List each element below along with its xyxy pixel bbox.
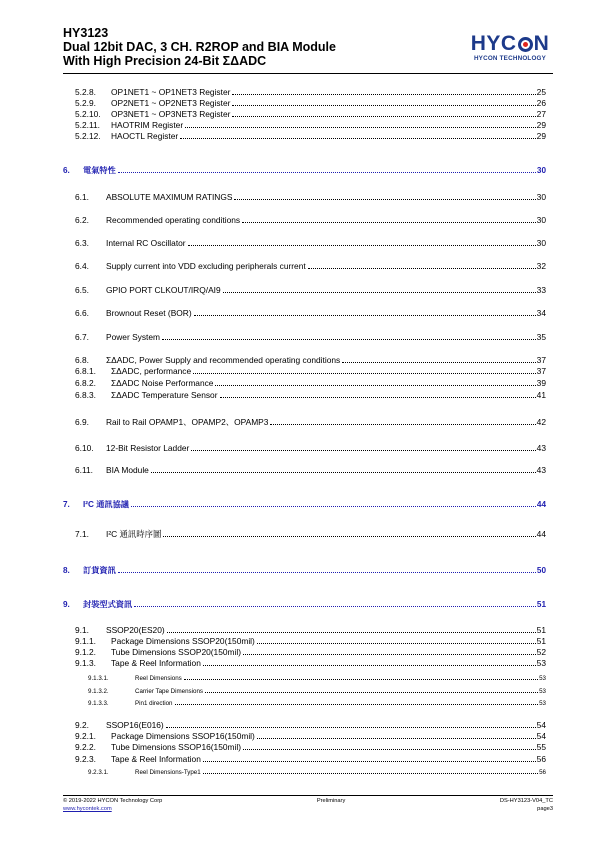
toc-entry-number: 5.2.11. — [75, 120, 100, 130]
toc-entry-number: 9.1.1. — [75, 636, 96, 646]
toc-entry-number: 8. — [63, 566, 70, 575]
toc-entry[interactable] — [63, 499, 546, 510]
hycon-logo — [469, 33, 551, 63]
logo-wordmark — [469, 33, 551, 55]
toc-entry-number: 6.7. — [75, 332, 89, 342]
toc-dot-leader — [232, 94, 535, 95]
toc-entry[interactable] — [63, 98, 546, 109]
page-header — [63, 26, 553, 72]
toc-dot-leader — [234, 199, 535, 200]
toc-entry-page: 29 — [536, 131, 546, 141]
toc-entry-title: Tape & Reel Information — [111, 658, 201, 668]
toc-entry-title: ΣΔADC Noise Performance — [111, 378, 214, 388]
toc-entry-page: 42 — [536, 417, 546, 427]
footer-status: Preliminary — [316, 798, 346, 804]
toc-entry-number: 9.1.3.2. — [88, 688, 109, 695]
toc-dot-leader — [257, 643, 536, 644]
toc-dot-leader — [270, 424, 535, 425]
toc-dot-leader — [134, 606, 536, 607]
toc-entry-title: 訂貨資訊 — [83, 566, 116, 575]
toc-dot-leader — [232, 105, 535, 106]
toc-entry-page: 43 — [536, 465, 546, 475]
toc-dot-leader — [166, 727, 536, 728]
toc-dot-leader — [232, 116, 535, 117]
toc-entry[interactable] — [63, 285, 546, 296]
toc-dot-leader — [243, 749, 536, 750]
toc-entry-number: 5.2.8. — [75, 87, 96, 97]
toc-dot-leader — [167, 632, 536, 633]
toc-dot-leader — [163, 536, 535, 537]
footer-page-number: page3 — [537, 806, 553, 812]
toc-entry-number: 9.2.3.1. — [88, 769, 109, 776]
toc-entry-number: 7. — [63, 500, 70, 509]
toc-entry-title: GPIO PORT CLKOUT/IRQ/AI9 — [106, 285, 221, 295]
toc-entry-page: 37 — [536, 366, 546, 376]
toc-entry-number: 6.2. — [75, 215, 89, 225]
toc-entry-title: I²C 通訊時序圖 — [106, 529, 162, 539]
toc-entry-title: HAOCTL Register — [111, 131, 179, 141]
toc-entry[interactable] — [63, 698, 546, 709]
footer-doc-id: DS-HY3123-V04_TC — [499, 798, 553, 804]
toc-entry-page: 44 — [536, 500, 546, 509]
toc-entry[interactable] — [63, 465, 546, 476]
toc-dot-leader — [215, 385, 535, 386]
toc-entry-number: 6.5. — [75, 285, 89, 295]
toc-entry-number: 9.2.1. — [75, 731, 96, 741]
toc-dot-leader — [205, 692, 538, 693]
toc-entry-title: Reel Dimensions-Type1 — [135, 769, 201, 776]
toc-entry-number: 6.8.1. — [75, 366, 96, 376]
toc-entry-title: BIA Module — [106, 465, 149, 475]
toc-entry-page: 41 — [536, 390, 546, 400]
toc-entry[interactable] — [63, 636, 546, 647]
toc-entry-title: Tube Dimensions SSOP16(150mil) — [111, 742, 242, 752]
toc-entry[interactable] — [63, 658, 546, 669]
toc-entry-number: 9.1.2. — [75, 647, 96, 657]
toc-entry-number: 6.1. — [75, 192, 89, 202]
toc-entry[interactable] — [63, 215, 546, 226]
toc-dot-leader — [242, 222, 536, 223]
toc-entry-page: 44 — [536, 529, 546, 539]
toc-entry-number: 9.1.3. — [75, 658, 96, 668]
toc-entry-page: 56 — [536, 754, 546, 764]
toc-entry-number: 6.8.3. — [75, 390, 96, 400]
toc-entry-number: 9. — [63, 600, 70, 609]
toc-entry-page: 34 — [536, 308, 546, 318]
toc-entry-page: 25 — [536, 87, 546, 97]
toc-entry-title: Pin1 direction — [135, 700, 173, 707]
toc-entry-number: 6.8. — [75, 355, 89, 365]
toc-entry-title: Tape & Reel Information — [111, 754, 201, 764]
toc-entry[interactable] — [63, 625, 546, 636]
toc-entry-number: 9.1.3.3. — [88, 700, 109, 707]
toc-entry-page: 51 — [536, 600, 546, 609]
toc-dot-leader — [203, 761, 536, 762]
toc-entry[interactable] — [63, 332, 546, 343]
toc-dot-leader — [342, 362, 535, 363]
footer-website-link[interactable]: www.hycontek.com — [63, 806, 112, 812]
logo-subtitle: HYCON TECHNOLOGY — [473, 55, 547, 62]
toc-dot-leader — [194, 315, 536, 316]
toc-entry-title: ΣΔADC, Power Supply and recommended operating conditions — [106, 355, 341, 365]
toc-dot-leader — [131, 506, 536, 507]
toc-entry-number: 6.8.2. — [75, 378, 96, 388]
toc-entry-page: 54 — [536, 720, 546, 730]
toc-entry[interactable] — [63, 742, 546, 753]
toc-entry-number: 6.11. — [75, 465, 94, 475]
toc-entry-number: 6.6. — [75, 308, 89, 318]
toc-entry-page: 30 — [536, 166, 546, 175]
toc-entry-number: 6. — [63, 166, 70, 175]
toc-entry-page: 51 — [536, 625, 546, 635]
toc-entry-title: OP3NET1 ~ OP3NET3 Register — [111, 109, 231, 119]
toc-entry-title: Carrier Tape Dimensions — [135, 688, 203, 695]
toc-entry-page: 30 — [536, 238, 546, 248]
toc-entry-number: 6.10. — [75, 443, 94, 453]
footer-divider — [63, 795, 553, 796]
toc-entry[interactable] — [63, 686, 546, 697]
toc-entry-page: 33 — [536, 285, 546, 295]
toc-entry-number: 5.2.9. — [75, 98, 96, 108]
footer-copyright: © 2019-2022 HYCON Technology Corp — [63, 798, 163, 804]
toc-entry[interactable] — [63, 87, 546, 98]
toc-entry-title: Package Dimensions SSOP16(150mil) — [111, 731, 255, 741]
toc-entry-title: I²C 通訊協議 — [83, 500, 129, 509]
toc-entry-page: 27 — [536, 109, 546, 119]
toc-dot-leader — [191, 450, 535, 451]
toc-entry[interactable] — [63, 443, 546, 454]
toc-entry[interactable] — [63, 720, 546, 731]
toc-entry[interactable] — [63, 754, 546, 765]
toc-entry-title: ΣΔADC, performance — [111, 366, 192, 376]
toc-entry-number: 5.2.10. — [75, 109, 101, 119]
toc-dot-leader — [223, 292, 536, 293]
toc-entry-number: 6.4. — [75, 261, 89, 271]
toc-entry[interactable] — [63, 120, 546, 131]
toc-entry[interactable] — [63, 109, 546, 120]
toc-entry[interactable] — [63, 238, 546, 249]
toc-entry-title: SSOP16(E016) — [106, 720, 164, 730]
toc-entry[interactable] — [63, 165, 546, 176]
toc-entry[interactable] — [63, 565, 546, 576]
toc-entry-title: HAOTRIM Register — [111, 120, 184, 130]
toc-entry-page: 30 — [536, 215, 546, 225]
toc-entry-page: 50 — [536, 566, 546, 575]
toc-entry-title: ABSOLUTE MAXIMUM RATINGS — [106, 192, 233, 202]
toc-entry-page: 53 — [539, 688, 546, 695]
toc-entry-number: 7.1. — [75, 529, 89, 539]
toc-entry-page: 29 — [536, 120, 546, 130]
toc-entry-page: 53 — [539, 700, 546, 707]
toc-dot-leader — [188, 245, 536, 246]
toc-dot-leader — [180, 138, 536, 139]
toc-entry[interactable] — [63, 308, 546, 319]
toc-entry-title: Supply current into VDD excluding peripherals current — [106, 261, 306, 271]
toc-entry-page: 55 — [536, 742, 546, 752]
toc-entry-number: 9.2.2. — [75, 742, 96, 752]
toc-entry-number: 9.1. — [75, 625, 89, 635]
toc-dot-leader — [118, 572, 536, 573]
toc-entry[interactable] — [63, 261, 546, 272]
toc-entry-page: 54 — [536, 731, 546, 741]
toc-dot-leader — [185, 127, 536, 128]
toc-entry-page: 51 — [536, 636, 546, 646]
toc-entry-title: 封裝型式資訊 — [83, 600, 133, 609]
logo-text-right: N — [533, 32, 550, 55]
toc-entry-title: Rail to Rail OPAMP1、OPAMP2、OPAMP3 — [106, 417, 269, 427]
toc-entry-title: Recommended operating conditions — [106, 215, 241, 225]
toc-entry-page: 37 — [536, 355, 546, 365]
toc-dot-leader — [162, 339, 536, 340]
toc-entry-number: 6.9. — [75, 417, 89, 427]
toc-entry[interactable] — [63, 192, 546, 203]
toc-dot-leader — [151, 472, 536, 473]
toc-entry-page: 26 — [536, 98, 546, 108]
toc-entry[interactable] — [63, 767, 546, 778]
toc-entry-title: 12-Bit Resistor Ladder — [106, 443, 190, 453]
toc-entry-title: 電氣特性 — [83, 166, 116, 175]
toc-entry-title: OP2NET1 ~ OP2NET3 Register — [111, 98, 231, 108]
toc-entry-title: Reel Dimensions — [135, 675, 182, 682]
toc-entry-title: ΣΔADC Temperature Sensor — [111, 390, 218, 400]
toc-entry-page: 53 — [539, 675, 546, 682]
toc-entry[interactable] — [63, 417, 546, 428]
toc-entry[interactable] — [63, 529, 546, 540]
toc-entry-page: 39 — [536, 378, 546, 388]
toc-entry-page: 53 — [536, 658, 546, 668]
toc-entry-page: 35 — [536, 332, 546, 342]
header-product: HY3123 — [63, 26, 109, 40]
page-footer — [63, 797, 553, 813]
toc-dot-leader — [257, 738, 536, 739]
toc-entry-page: 56 — [539, 769, 546, 776]
toc-entry-page: 52 — [536, 647, 546, 657]
toc-entry-number: 9.2.3. — [75, 754, 96, 764]
toc-dot-leader — [118, 172, 536, 173]
toc-entry[interactable] — [63, 378, 546, 389]
toc-entry[interactable] — [63, 355, 546, 366]
toc-entry[interactable] — [63, 673, 546, 684]
toc-entry-number: 6.3. — [75, 238, 89, 248]
toc-dot-leader — [203, 665, 536, 666]
toc-entry-number: 9.1.3.1. — [88, 675, 109, 682]
toc-entry[interactable] — [63, 390, 546, 401]
toc-dot-leader — [220, 397, 536, 398]
toc-entry-page: 30 — [536, 192, 546, 202]
toc-entry[interactable] — [63, 131, 546, 142]
logo-ring-icon — [518, 37, 533, 52]
toc-dot-leader — [175, 704, 539, 705]
toc-entry[interactable] — [63, 731, 546, 742]
toc-dot-leader — [203, 773, 538, 774]
toc-entry-page: 32 — [536, 261, 546, 271]
header-divider — [63, 73, 553, 74]
toc-entry[interactable] — [63, 599, 546, 610]
toc-entry-page: 43 — [536, 443, 546, 453]
toc-entry-title: Brownout Reset (BOR) — [106, 308, 192, 318]
toc-dot-leader — [193, 373, 536, 374]
header-description-line1: Dual 12bit DAC, 3 CH. R2ROP and BIA Module — [63, 40, 336, 54]
toc-entry-title: SSOP20(ES20) — [106, 625, 165, 635]
toc-entry-title: Package Dimensions SSOP20(150mil) — [111, 636, 255, 646]
toc-entry-title: Power System — [106, 332, 160, 342]
toc-entry-title: Internal RC Oscillator — [106, 238, 186, 248]
toc-entry-title: OP1NET1 ~ OP1NET3 Register — [111, 87, 231, 97]
toc-entry-title: Tube Dimensions SSOP20(150mil) — [111, 647, 242, 657]
toc-dot-leader — [184, 679, 538, 680]
logo-text-left: HYC — [470, 32, 517, 55]
toc-entry-number: 9.2. — [75, 720, 89, 730]
header-description-line2: With High Precision 24-Bit ΣΔADC — [63, 54, 267, 68]
toc-entry[interactable] — [63, 647, 546, 658]
toc-dot-leader — [308, 268, 536, 269]
toc-entry[interactable] — [63, 366, 546, 377]
toc-entry-number: 5.2.12. — [75, 131, 101, 141]
toc-dot-leader — [243, 654, 536, 655]
